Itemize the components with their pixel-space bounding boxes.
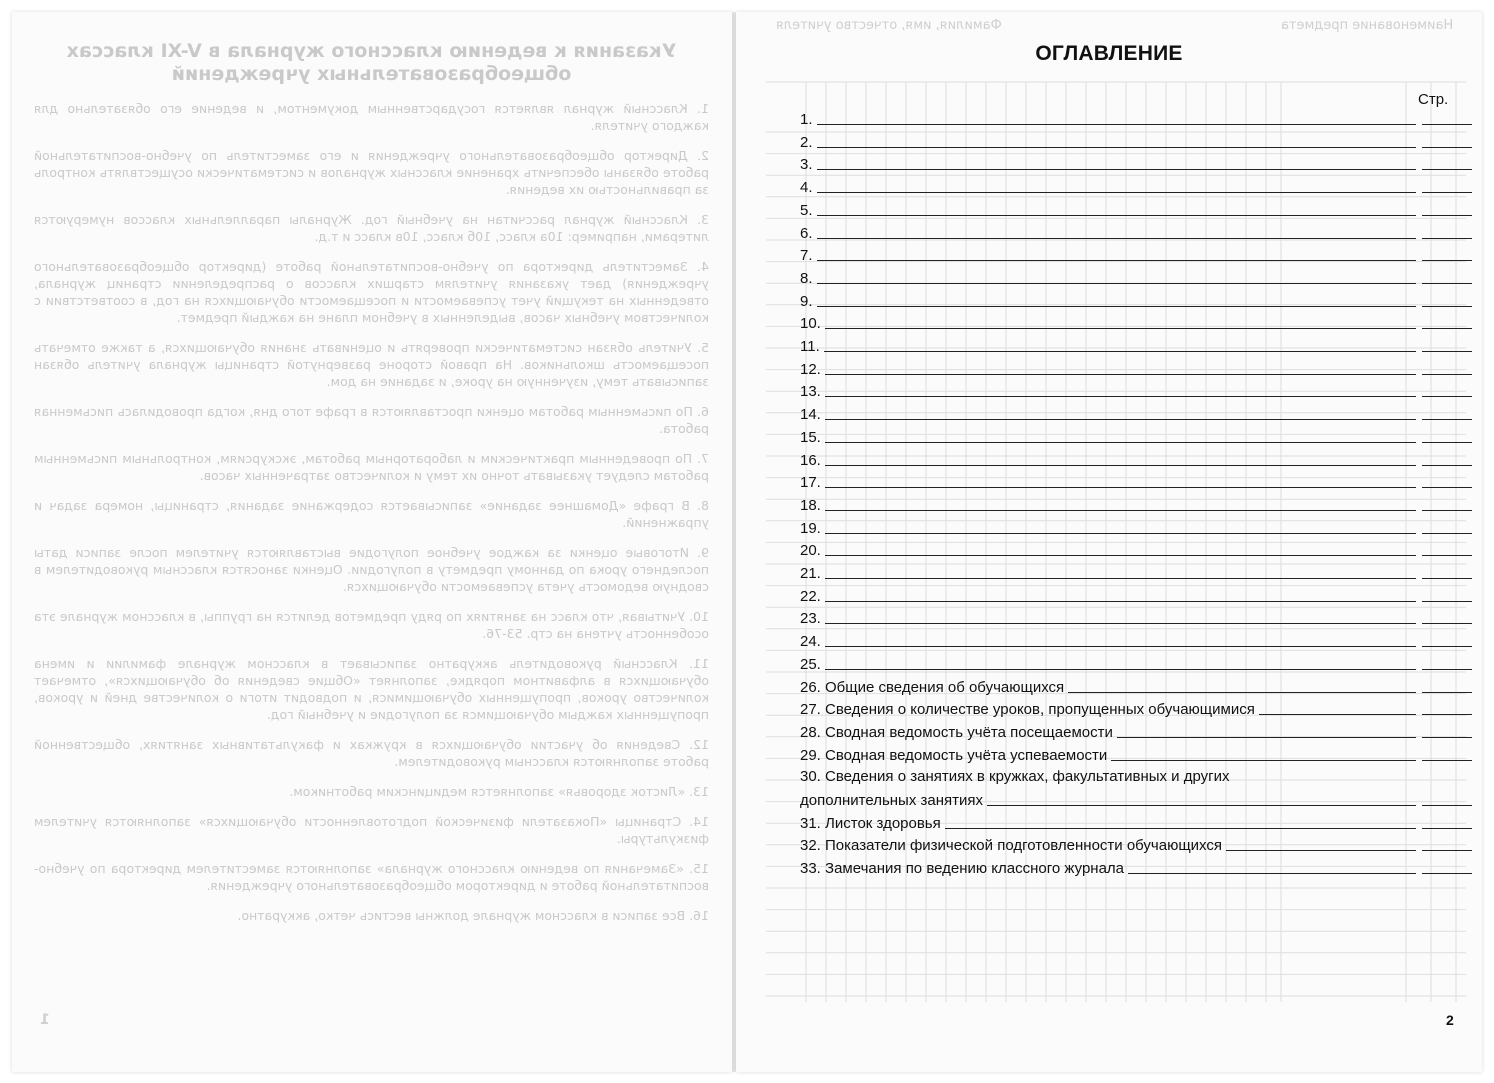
toc-row-label: 3. <box>800 156 813 174</box>
toc-fill-line <box>825 623 1416 624</box>
toc-row-numbered <box>800 199 1472 219</box>
ghost-instruction-item: 13. «Листок здоровья» заполняется медицинским работником. <box>289 784 709 799</box>
toc-row-label: 11. <box>800 338 820 355</box>
toc-fill-line <box>987 805 1416 806</box>
toc-fill-line <box>825 465 1416 466</box>
ghost-instruction-item: 11. Классный руководитель аккуратно записывает в классном журнале фамилии и имена обучающихся в алфавитном порядке, заполняет «Общие сведения об обучающихся», отмечает количество уроков, пропущенных обучающимися, и подводит итоги о количестве дней и уроков, пропущенных каждым обучающимся за полугодие и учебный год. <box>34 656 709 722</box>
toc-row-30-line1: 30. Сведения о занятиях в кружках, факультативных и других <box>800 768 1230 786</box>
toc-fill-line <box>825 578 1416 579</box>
toc-page-line <box>1422 351 1472 352</box>
toc-page-line <box>1422 623 1472 624</box>
toc-page-line <box>1422 533 1472 534</box>
toc-page-line <box>1422 737 1472 738</box>
toc-row-label: 31. Листок здоровья <box>800 814 941 832</box>
toc-page-line <box>1422 714 1472 715</box>
toc-page-line <box>1422 692 1472 693</box>
toc-page-line <box>1422 669 1472 670</box>
toc-row-named <box>800 676 1472 696</box>
toc-fill-line <box>825 396 1416 397</box>
toc-row-numbered <box>800 426 1472 446</box>
toc-page-line <box>1422 555 1472 556</box>
ghost-instruction-item: 16. Все записи в классном журнале должны вестись четко, аккуратно. <box>237 908 709 923</box>
toc-row-named <box>800 857 1472 877</box>
toc-row-label: 33. Замечания по ведению классного журнала <box>800 860 1125 878</box>
toc-row-numbered <box>800 607 1472 627</box>
toc-row-label: 17. <box>800 474 821 492</box>
toc-fill-line <box>825 646 1416 647</box>
toc-page-line <box>1422 192 1472 193</box>
toc-row-named <box>800 698 1472 718</box>
toc-fill-line <box>1068 692 1416 693</box>
toc-fill-line <box>1128 873 1416 874</box>
ghost-instructions-list <box>34 100 709 924</box>
toc-fill-line <box>817 283 1416 284</box>
toc-fill-line <box>825 419 1416 420</box>
toc-row-numbered <box>800 358 1472 378</box>
toc-page-line <box>1422 306 1472 307</box>
toc-row-label: 6. <box>800 224 813 242</box>
toc-row-numbered <box>800 562 1472 582</box>
toc-row-numbered <box>800 267 1472 287</box>
toc-row-label: 8. <box>800 269 813 287</box>
ghost-instruction-item: 14. Страницы «Показатели физической подготовленности обучающихся» заполняются учителем физкультуры. <box>34 814 709 846</box>
toc-row-numbered <box>800 312 1472 332</box>
toc-page-line <box>1422 124 1472 125</box>
toc-row-label: 16. <box>800 451 821 469</box>
toc-row-label: 12. <box>800 360 821 378</box>
left-page-number: 1 <box>40 1012 50 1028</box>
toc-page-line <box>1422 760 1472 761</box>
toc-row-label: 15. <box>800 428 821 446</box>
toc-fill-line <box>824 351 1416 352</box>
toc-page-column-label: Стр. <box>1418 91 1449 108</box>
toc-row-numbered <box>800 471 1472 491</box>
toc-fill-line <box>825 487 1416 488</box>
toc-row-label: 32. Показатели физической подготовленности обучающихся <box>800 837 1223 855</box>
toc-fill-line <box>825 510 1416 511</box>
open-notebook-spread <box>12 12 1482 1072</box>
toc-fill-line <box>817 169 1416 170</box>
toc-row-numbered <box>800 290 1472 310</box>
toc-page-line <box>1422 510 1472 511</box>
ghost-header-teacher: Фамилия, имя, отчество учителя <box>776 18 1002 33</box>
toc-row-label: 22. <box>800 587 821 605</box>
toc-row-label: 5. <box>800 201 813 219</box>
toc-row-numbered <box>800 244 1472 264</box>
toc-fill-line <box>817 147 1416 148</box>
right-page-number: 2 <box>1446 1012 1454 1028</box>
toc-fill-line <box>825 328 1416 329</box>
toc-fill-line <box>817 260 1416 261</box>
toc-row-numbered <box>800 653 1472 673</box>
toc-row-label: дополнительных занятиях <box>800 792 983 809</box>
ghost-instruction-item: 9. Итоговые оценки за каждое учебное полугодие выставляются учителем после записи даты последнего урока по данному предмету в полугодии. Оценки заносятся классным руководителем в сводную ведомость учета успеваемости обучающихся. <box>34 545 709 594</box>
toc-row-named <box>800 721 1472 741</box>
ghost-instruction-item: 10. Учитывая, что класс на занятиях по ряду предметов делится на группы, в классном журнале эта особенность учтена на стр. 53-76. <box>34 609 709 641</box>
toc-row-numbered <box>800 108 1472 128</box>
ghost-instruction-item: 5. Учитель обязан систематически проверять и оценивать знания обучающихся, а также отмечать посещаемость школьников. На правой стороне развернутой страницы журнала учитель обязан записывать тему, изученную на уроке, и задание на дом. <box>34 340 709 389</box>
toc-page-line <box>1422 646 1472 647</box>
toc-row-numbered <box>800 494 1472 514</box>
toc-page-line <box>1422 465 1472 466</box>
toc-row-label: 19. <box>800 519 821 537</box>
ghost-instruction-item: 1. Классный журнал является государственным документом, и ведение его обязательно для каждого учителя. <box>34 101 709 133</box>
toc-fill-line <box>825 533 1416 534</box>
toc-row-label: 7. <box>800 247 813 265</box>
toc-row-label: 20. <box>800 542 821 560</box>
toc-fill-line <box>825 669 1416 670</box>
toc-row-label: 14. <box>800 406 821 424</box>
toc-row-label: 25. <box>800 655 821 673</box>
toc-row-named <box>800 812 1472 832</box>
ghost-instruction-item: 8. В графе «Домашнее задание» записывается содержание задания, страницы, номера задач и упражнений. <box>34 498 709 530</box>
ghost-header-subject: Наименование предмета <box>1281 18 1454 33</box>
right-page <box>736 12 1482 1072</box>
toc-page-line <box>1422 260 1472 261</box>
toc-fill-line <box>825 442 1416 443</box>
toc-fill-line <box>825 601 1416 602</box>
toc-page-line <box>1422 169 1472 170</box>
toc-page-line <box>1422 442 1472 443</box>
toc-row-numbered <box>800 517 1472 537</box>
toc-fill-line <box>817 306 1416 307</box>
toc-fill-line <box>825 374 1416 375</box>
toc-row-label: 29. Сводная ведомость учёта успеваемости <box>800 746 1108 764</box>
ghost-instruction-item: 4. Заместитель директора по учебно-воспитательной работе (директор общеобразовательного учреждения) дает указания учителям старших классов о распределении страниц журнала, отведенных на текущий учет успеваемости и посещаемости обучающихся на год, в соответствии с количеством учебных часов, выделенных в учебном плане на каждый предмет. <box>34 259 709 325</box>
toc-fill-line <box>945 828 1416 829</box>
toc-page-line <box>1422 601 1472 602</box>
toc-row-numbered <box>800 585 1472 605</box>
toc-fill-line <box>817 215 1416 216</box>
ghost-instruction-item: 12. Сведения об участии обучающихся в кружках и факультативных занятиях, общественной работе заполняются классным руководителем. <box>34 737 709 769</box>
ghost-instruction-item: 15. «Замечания по ведению классного журнала» заполняются заместителем директора по учебно-воспитательной работе и директором общеобразовательного учреждения. <box>34 861 709 893</box>
ghost-instruction-item: 6. По письменным работам оценки проставляются в графе того дня, когда проводилась письменная работа. <box>34 404 709 436</box>
ghost-instruction-item: 3. Классный журнал рассчитан на учебный год. Журналы параллельных классов нумеруются литерами, например: 10а класс, 10б класс, 10в класс и т.д. <box>34 212 709 244</box>
toc-row-numbered <box>800 153 1472 173</box>
toc-row-label: 27. Сведения о количестве уроков, пропущенных обучающимися <box>800 701 1255 719</box>
toc-page-line <box>1422 147 1472 148</box>
toc-page-line <box>1422 215 1472 216</box>
toc-row-label: 2. <box>800 133 813 151</box>
toc-row-numbered <box>800 176 1472 196</box>
toc-row-label: 26. Общие сведения об обучающихся <box>800 678 1065 696</box>
toc-row-numbered <box>800 222 1472 242</box>
toc-row-label: 18. <box>800 496 821 514</box>
toc-title: ОГЛАВЛЕНИЕ <box>1035 42 1183 65</box>
toc-row-named <box>800 744 1472 764</box>
toc-row-label: 28. Сводная ведомость учёта посещаемости <box>800 723 1113 741</box>
toc-fill-line <box>1117 737 1416 738</box>
toc-row-label: 21. <box>800 565 821 582</box>
toc-row-numbered <box>800 131 1472 151</box>
toc-fill-line <box>825 555 1416 556</box>
toc-page-line <box>1422 873 1472 874</box>
toc-row-label: 9. <box>800 292 813 310</box>
show-through-text <box>34 40 709 980</box>
toc-fill-line <box>817 124 1416 125</box>
toc-page-line <box>1422 238 1472 239</box>
toc-row-label: 23. <box>800 610 821 628</box>
toc-row-30-line2 <box>800 789 1472 809</box>
toc-fill-line <box>1226 850 1416 851</box>
toc-page-line <box>1422 396 1472 397</box>
toc-row-label: 13. <box>800 383 821 401</box>
toc-row-label: 4. <box>800 179 813 197</box>
toc-row-numbered <box>800 449 1472 469</box>
toc-page-line <box>1422 328 1472 329</box>
toc-row-label: 10. <box>800 315 821 333</box>
ghost-instruction-item: 2. Директор общеобразовательного учреждения и его заместитель по учебно-воспитательной работе обязаны обеспечить хранение классных журналов и систематически осуществлять контроль за правильностью их ведения. <box>34 148 709 197</box>
toc-row-label: 24. <box>800 633 821 651</box>
toc-row-numbered <box>800 335 1472 355</box>
toc-fill-line <box>817 192 1416 193</box>
toc-page-line <box>1422 283 1472 284</box>
toc-page-line <box>1422 487 1472 488</box>
toc-page-line <box>1422 578 1472 579</box>
toc-row-named <box>800 834 1472 854</box>
toc-page-line <box>1422 374 1472 375</box>
toc-page-line <box>1422 419 1472 420</box>
toc-row-numbered <box>800 380 1472 400</box>
toc-row-numbered <box>800 403 1472 423</box>
toc-row-numbered <box>800 630 1472 650</box>
toc-row-label: 1. <box>800 111 813 128</box>
toc-fill-line <box>1111 760 1416 761</box>
toc-row-numbered <box>800 539 1472 559</box>
ghost-title: Указания к ведению классного журнала в V-XI классах общеобразовательных учреждений <box>66 40 677 85</box>
ghost-instruction-item: 7. По проведенным практическим и лабораторным работам, экскурсиям, контрольным письменным работам следует указывать точно их тему и количество затраченных часов. <box>34 451 709 483</box>
left-page <box>12 12 732 1072</box>
toc-page-line <box>1422 828 1472 829</box>
toc-page-line <box>1422 850 1472 851</box>
toc-fill-line <box>817 238 1416 239</box>
toc-page-line <box>1422 805 1472 806</box>
toc-fill-line <box>1259 714 1416 715</box>
